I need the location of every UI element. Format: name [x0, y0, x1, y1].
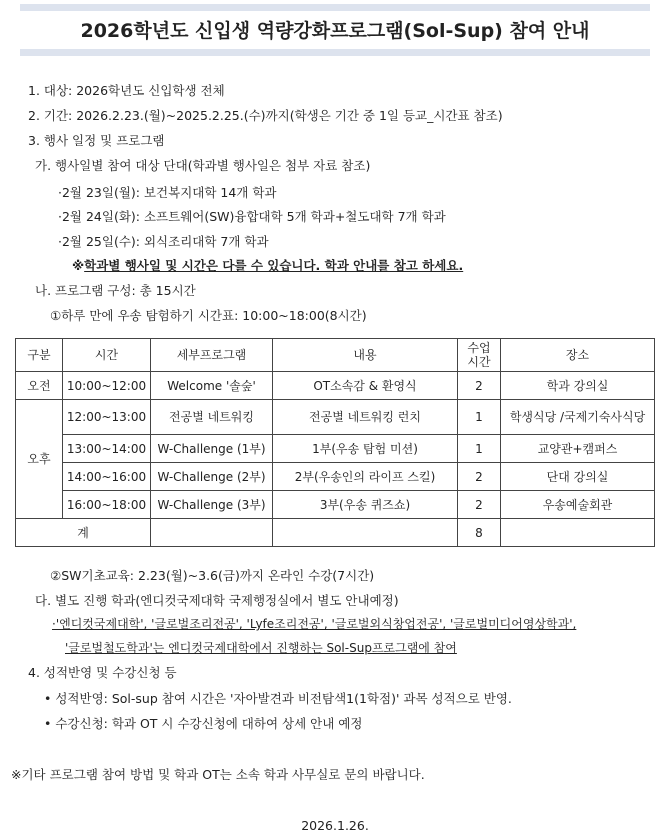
day-feb-24: ·2월 24일(화): 소프트웨어(SW)융합대학 5개 학과+철도대학 7개 학과 — [58, 209, 446, 224]
item-program-composition: 나. 프로그램 구성: 총 15시간 — [35, 283, 196, 298]
header-division: 구분 — [16, 339, 63, 372]
footer-note: ※기타 프로그램 참여 방법 및 학과 OT는 소속 학과 사무실로 문의 바랍니다. — [11, 767, 425, 782]
program-sw-basic: ②SW기초교육: 2.23(월)~3.6(금)까지 온라인 수강(7시간) — [50, 568, 375, 583]
item-grades-registration: 4. 성적반영 및 수강신청 등 — [28, 665, 177, 680]
cell-content: 전공별 네트워킹 런치 — [273, 400, 458, 435]
header-place: 장소 — [501, 339, 655, 372]
program-day-timetable-title: ①하루 만에 우송 탐험하기 시간표: 10:00~18:00(8시간) — [50, 308, 367, 323]
cell-content: 2부(우송인의 라이프 스킬) — [273, 463, 458, 491]
cell-place: 학과 강의실 — [501, 372, 655, 400]
table-header-row — [16, 339, 655, 372]
item-separate-departments: 다. 별도 진행 학과(엔디컷국제대학 국제행정실에서 별도 안내예정) — [35, 593, 399, 608]
cell-time: 13:00~14:00 — [63, 435, 151, 463]
item-schedule-by-day: 가. 행사일별 참여 대상 단대(학과별 행사일은 첨부 자료 참조) — [35, 158, 371, 173]
cell-content: 1부(우송 탐험 미션) — [273, 435, 458, 463]
header-content: 내용 — [273, 339, 458, 372]
table-row — [16, 400, 655, 435]
item-period: 2. 기간: 2026.2.23.(월)~2025.2.25.(수)까지(학생은 기간 중 1일 등교_시간표 참조) — [28, 108, 503, 123]
cell-hours: 1 — [458, 435, 501, 463]
cell-place: 교양관+캠퍼스 — [501, 435, 655, 463]
header-hours: 수업 시간 — [458, 339, 501, 372]
document-date: 2026.1.26. — [301, 818, 369, 833]
day-feb-25: ·2월 25일(수): 외식조리대학 7개 학과 — [58, 234, 269, 249]
cell-place: 우송예술회관 — [501, 491, 655, 519]
cell-program: 전공별 네트워킹 — [151, 400, 273, 435]
item-schedule-heading: 3. 행사 일정 및 프로그램 — [28, 133, 165, 148]
course-registration: • 수강신청: 학과 OT 시 수강신청에 대하여 상세 안내 예정 — [44, 716, 363, 731]
notice-text: 학과별 행사일 및 시간은 다를 수 있습니다. 학과 안내를 참고 하세요. — [84, 258, 464, 273]
cell-program: Welcome '솔숲' — [151, 372, 273, 400]
separate-departments-note: '글로벌철도학과'는 엔디컷국제대학에서 진행하는 Sol-Sup프로그램에 참여 — [65, 641, 457, 655]
cell-place: 학생식당 /국제기숙사식당 — [501, 400, 655, 435]
cell-program: W-Challenge (1부) — [151, 435, 273, 463]
schedule-notice — [72, 256, 463, 274]
header-time: 시간 — [63, 339, 151, 372]
separate-departments-list: ·'엔디컷국제대학', '글로벌조리전공', 'Lyfe조리전공', '글로벌외식창업전공', '글로벌미디어영상학과', — [52, 617, 577, 631]
cell-hours: 2 — [458, 491, 501, 519]
notice-mark: ※ — [72, 258, 85, 273]
table-row — [16, 372, 655, 400]
cell-program: W-Challenge (3부) — [151, 491, 273, 519]
cell-time: 12:00~13:00 — [63, 400, 151, 435]
table-total-row — [16, 519, 655, 547]
cell-time: 10:00~12:00 — [63, 372, 151, 400]
cell-division: 오전 — [16, 372, 63, 400]
cell-place: 단대 강의실 — [501, 463, 655, 491]
table-row — [16, 491, 655, 519]
cell-content: 3부(우송 퀴즈쇼) — [273, 491, 458, 519]
cell-time: 14:00~16:00 — [63, 463, 151, 491]
header-program: 세부프로그램 — [151, 339, 273, 372]
page-title: 2026학년도 신입생 역량강화프로그램(Sol-Sup) 참여 안내 — [80, 20, 590, 42]
cell-content: OT소속감 & 환영식 — [273, 372, 458, 400]
total-label: 계 — [16, 519, 151, 547]
total-empty-place — [501, 519, 655, 547]
cell-division: 오후 — [16, 400, 63, 519]
total-empty-program — [151, 519, 273, 547]
title-bottom-rule — [20, 49, 650, 56]
cell-time: 16:00~18:00 — [63, 491, 151, 519]
table-row — [16, 463, 655, 491]
cell-hours: 2 — [458, 372, 501, 400]
total-hours: 8 — [458, 519, 501, 547]
cell-hours: 1 — [458, 400, 501, 435]
grade-reflection: • 성적반영: Sol-sup 참여 시간은 '자아발견과 비전탐색1(1학점)' 과목 성적으로 반영. — [44, 691, 512, 706]
cell-hours: 2 — [458, 463, 501, 491]
title-band — [20, 4, 650, 56]
title-top-rule — [20, 4, 650, 11]
cell-program: W-Challenge (2부) — [151, 463, 273, 491]
table-row — [16, 435, 655, 463]
day-feb-23: ·2월 23일(월): 보건복지대학 14개 학과 — [58, 185, 277, 200]
total-empty-content — [273, 519, 458, 547]
schedule-table — [15, 338, 655, 547]
item-target: 1. 대상: 2026학년도 신입학생 전체 — [28, 83, 225, 98]
